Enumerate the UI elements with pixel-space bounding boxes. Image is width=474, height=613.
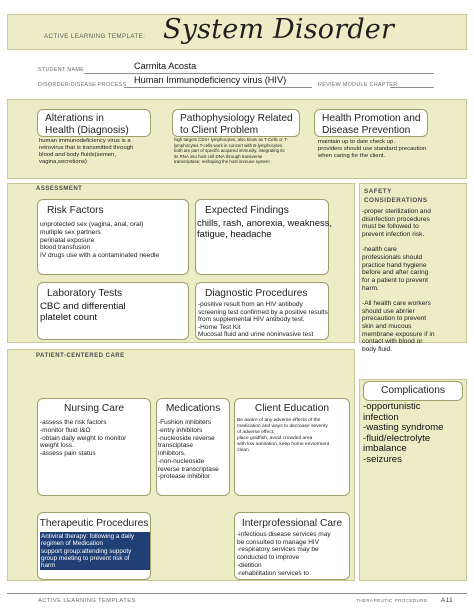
medications-text: -Fushion inhibiters -entry inhibitors -nucleoside reverse transciptase inhibitors. -non-nucleoside reverse transcriptase -protease inhibitor xyxy=(158,419,219,481)
therapeutic-procedures-text: Antiviral therapy: following a daily regimen of Medication support group:attending suppoty group meeting to prevent risk of harm xyxy=(40,532,150,570)
medications-heading: Medications xyxy=(165,403,221,414)
diagnostic-procedures-text: -positive result from an HIV antibody screening test confirmed by a positive results from supplemental HIV antibody test. -Home Test Kit Mucosal fluid and urine noninvasive test xyxy=(198,301,328,339)
footer-page-number: A11 xyxy=(441,597,454,604)
template-label: ACTIVE LEARNING TEMPLATE: xyxy=(44,33,146,40)
review-module-line xyxy=(390,87,434,88)
footer-left: ACTIVE LEARNING TEMPLATES xyxy=(38,598,136,604)
patient-care-label: PATIENT-CENTERED CARE xyxy=(36,353,125,359)
health-promotion-heading: Health Promotion and Disease Prevention xyxy=(322,113,421,136)
pathophysiology-heading: Pathophysiology Related to Client Problem xyxy=(180,113,293,136)
page-title: System Disorder xyxy=(163,14,395,45)
therapeutic-procedures-heading: Therapeutic Procedures xyxy=(39,518,149,529)
complications-heading: Complications xyxy=(381,385,445,396)
laboratory-tests-text: CBC and differential platelet count xyxy=(40,301,126,323)
student-name-line xyxy=(84,73,434,74)
student-name-value: Carmita Acosta xyxy=(134,61,197,71)
risk-factors-text: unprotected sex (vagina, anal, oral) multiple sex partners perinatal exposure blood transfusion IV drugs use with a contaminated needle xyxy=(40,221,160,260)
disorder-line xyxy=(124,87,312,88)
complications-text: -opportunistic infection -wasting syndrome -fluid/electrolyte imbalance -seizures xyxy=(363,401,444,465)
footer-divider xyxy=(7,593,467,594)
client-education-heading: Client Education xyxy=(254,403,330,414)
safety-text: -proper sterilization and disinfection procedures must be followed to prevent infection risk. -health care professionals should practice hand hygiene before and after caring for a patient to prevent harm. -All health care workers should use abrrier prrecaution to prevent skin and mucous membrane exposure if in contact with blood or body fluid. xyxy=(362,208,435,353)
health-promotion-text: maintain up to date check up. providers should use standard precaution when caring for the client. xyxy=(318,139,427,159)
diagnostic-procedures-heading: Diagnostic Procedures xyxy=(205,288,308,299)
student-name-label: STUDENT NAME xyxy=(38,67,85,73)
assessment-label: ASSESSMENT xyxy=(36,186,83,192)
disorder-label: DISORDER/DISEASE PROCESS xyxy=(38,82,127,88)
expected-findings-text: chills, rash, anorexia, weakness, fatigue, headache xyxy=(197,217,332,239)
laboratory-tests-heading: Laboratory Tests xyxy=(47,288,123,299)
expected-findings-heading: Expected Findings xyxy=(205,205,289,216)
client-education-text: Be aware of any adverse effects of the medication and ways to decrease severity of adverse effect. place goldfish, avoid crowded area with low sanitation, keep home enviorment clean. xyxy=(237,418,330,453)
interprofessional-care-heading: Interprofessional Care xyxy=(241,518,343,529)
footer-right-label: THERAPEUTIC PROCEDURE xyxy=(356,598,428,603)
alterations-heading: Alterations in Health (Diagnosis) xyxy=(45,113,129,136)
risk-factors-heading: Risk Factors xyxy=(47,205,104,216)
review-module-label: REVIEW MODULE CHAPTER xyxy=(318,82,398,88)
safety-heading: SAFETY CONSIDERATIONS xyxy=(364,188,428,204)
interprofessional-care-text: -infectious disease services may be consulted to manage HIV -respiratory services may be conducted to improve -dietition -rehabilitation services to xyxy=(237,531,331,577)
disorder-value: Human Immunodeficiency virus (HIV) xyxy=(134,75,287,85)
pathophysiology-text: high targets CD4+ lymphocytes, also know as T-Cells or T- lymphocytes.T-cells work in concert with B-lymphocytes. both are part of specific acquired immunity. integrating its its RNA into host cell DNA through transverse transcriptase; reshaping the host immune system xyxy=(174,137,288,164)
nursing-care-text: -assess the risk factors -monitor fluid I&O -obtain daily weight to monitor weight loss. -assess pain status xyxy=(40,419,127,458)
alterations-text: human immunodeficiency virus is a retrovirus that is transmitted through blood and body fluids(semen, vagina,secretions) xyxy=(39,138,134,165)
nursing-care-heading: Nursing Care xyxy=(63,403,125,414)
